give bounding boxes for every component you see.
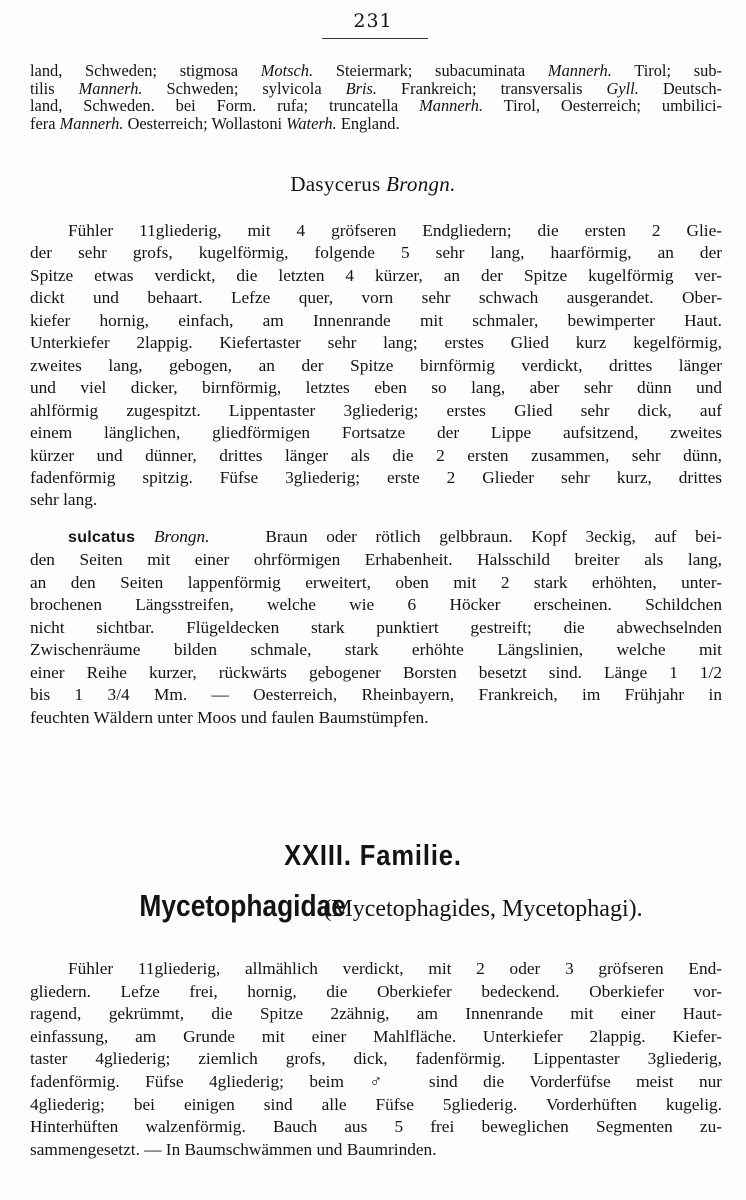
text-line: nicht sichtbar. Flügeldecken stark punktiert gestreift; die abwechselnden bbox=[30, 617, 722, 637]
text-line: zweites lang, gebogen, an der Spitze birnförmig verdickt, drittes länger bbox=[30, 355, 722, 375]
author-name: Mannerh. bbox=[78, 78, 143, 98]
text-line: fadenförmig spitzig. Füfse 3gliederig; erste 2 Glieder sehr kurz, drittes bbox=[30, 467, 722, 487]
text-line: fadenförmig. Füfse 4gliederig; beim ♂ sind die Vorderfüfse meist nur bbox=[30, 1071, 722, 1091]
text-line bbox=[30, 80, 722, 98]
family-description bbox=[30, 958, 722, 1161]
author-name: Gyll. bbox=[606, 78, 639, 98]
genus-heading bbox=[0, 172, 746, 197]
family-title bbox=[0, 888, 746, 924]
text-line bbox=[30, 97, 722, 115]
text-run: land, Schweden. bei Form. rufa; truncatella bbox=[30, 96, 420, 115]
species-list-continuation bbox=[30, 62, 722, 132]
text-line bbox=[30, 526, 722, 549]
text-line: Unterkiefer 2lappig. Kiefertaster sehr lang; erstes Glied kurz kegelförmig, bbox=[30, 333, 722, 353]
page-number-rule bbox=[322, 38, 428, 39]
text-line: einer Reihe kurzer, rückwärts gebogener Borsten besetzt sind. Länge 1 1/2 bbox=[30, 662, 722, 682]
text-line: und viel dicker, birnförmig, letztes eben so lang, aber sehr dünn und bbox=[30, 378, 722, 398]
text-line: 4gliederig; bei einigen sind alle Füfse 5gliederig. Vorderhüften kugelig. bbox=[30, 1094, 722, 1114]
text-run: land, Schweden; stigmosa bbox=[30, 61, 261, 80]
text-line: bis 1 3/4 Mm. — Oesterreich, Rheinbayern, Frankreich, im Frühjahr in bbox=[30, 685, 722, 705]
genus-name: Dasycerus bbox=[290, 172, 381, 196]
text-line: sammengesetzt. — In Baumschwämmen und Baumrinden. bbox=[30, 1139, 437, 1159]
author-name: Mannerh. bbox=[547, 61, 612, 80]
text-line: Spitze etwas verdickt, die letzten 4 kürzer, an der Spitze kugelförmig ver- bbox=[30, 265, 722, 285]
text-run: Fühler 11gliederig, allmählich verdickt, mit 2 oder 3 gröfseren End- bbox=[68, 959, 722, 978]
family-synonyms: (Mycetophagides, Mycetophagi). bbox=[323, 896, 643, 922]
genus-description bbox=[30, 220, 722, 512]
text-line: brochenen Längsstreifen, welche wie 6 Höcker erscheinen. Schildchen bbox=[30, 595, 722, 615]
text-line: sehr lang. bbox=[30, 490, 98, 510]
text-run: fera bbox=[30, 113, 60, 133]
page-number: 231 bbox=[353, 10, 393, 32]
text-line: einfassung, am Grunde mit einer Mahlfläche. Unterkiefer 2lappig. Kiefer- bbox=[30, 1026, 722, 1046]
text-line: kürzer und dünner, drittes länger als die 2 ersten zusammen, sehr dünn, bbox=[30, 445, 722, 465]
text-line: Hinterhüften walzenförmig. Bauch aus 5 frei beweglichen Segmenten zu- bbox=[30, 1117, 722, 1137]
text-run: Deutsch- bbox=[638, 78, 722, 98]
text-line: taster 4gliederig; ziemlich grofs, dick, fadenförmig. Lippentaster 3gliederig, bbox=[30, 1049, 722, 1069]
text-line: den Seiten mit einer ohrförmigen Erhabenheit. Halsschild breiter als lang, bbox=[30, 550, 722, 570]
text-line: ragend, gekrümmt, die Spitze 2zähnig, am Innenrande mit einer Haut- bbox=[30, 1004, 722, 1024]
genus-author: Brongn. bbox=[386, 172, 456, 196]
family-name: Mycetophagidae bbox=[139, 888, 347, 923]
text-run: Braun oder rötlich gelbbraun. Kopf 3eckig, auf bei- bbox=[265, 527, 723, 546]
text-run: tilis bbox=[30, 78, 79, 98]
text-run: Steiermark; subacuminata bbox=[313, 61, 548, 80]
text-line bbox=[30, 115, 722, 133]
text-run: England. bbox=[336, 113, 400, 133]
text-line: ahlförmig zugespitzt. Lippentaster 3gliederig; erstes Glied sehr dick, auf bbox=[30, 400, 722, 420]
text-run: Frankreich; transversalis bbox=[377, 78, 607, 98]
text-line: einem länglichen, gliedförmigen Fortsatze der Lippe aufsitzend, zweites bbox=[30, 423, 722, 443]
text-run: Schweden; sylvicola bbox=[142, 78, 346, 98]
text-run: Tirol; sub- bbox=[611, 61, 722, 80]
text-line: an den Seiten lappenförmig erweitert, oben mit 2 stark erhöhten, unter- bbox=[30, 572, 722, 592]
family-heading: XXIII. Familie. bbox=[284, 840, 462, 872]
text-line: gliedern. Lefze frei, hornig, die Oberkiefer bedeckend. Oberkiefer vor- bbox=[30, 981, 722, 1001]
text-run: Fühler 11gliederig, mit 4 gröfseren Endgliedern; die ersten 2 Glie- bbox=[68, 221, 722, 240]
author-name: Mannerh. bbox=[419, 96, 484, 115]
author-name: Waterh. bbox=[286, 113, 337, 133]
text-line: feuchten Wäldern unter Moos und faulen Baumstümpfen. bbox=[30, 707, 429, 727]
species-name: sulcatus bbox=[68, 529, 136, 546]
text-line: kiefer hornig, einfach, am Innenrande mit schmaler, bewimperter Haut. bbox=[30, 310, 722, 330]
text-line: der sehr grofs, kugelförmig, folgende 5 sehr lang, haarförmig, an der bbox=[30, 243, 722, 263]
author-name: Motsch. bbox=[260, 61, 314, 80]
text-run: Tirol, Oesterreich; umbilici- bbox=[483, 96, 723, 115]
text-run: Oesterreich; Wollastoni bbox=[123, 113, 287, 133]
text-line bbox=[30, 958, 722, 981]
text-line: Zwischenräume bilden schmale, stark erhöhte Längslinien, welche mit bbox=[30, 640, 722, 660]
text-line bbox=[30, 62, 722, 80]
text-line: dickt und behaart. Lefze quer, vorn sehr schwach ausgerandet. Ober- bbox=[30, 288, 722, 308]
author-name: Bris. bbox=[345, 78, 378, 98]
author-name: Mannerh. bbox=[59, 113, 124, 133]
species-entry bbox=[30, 526, 722, 729]
species-author: Brongn. bbox=[153, 527, 210, 546]
text-line bbox=[30, 220, 722, 242]
